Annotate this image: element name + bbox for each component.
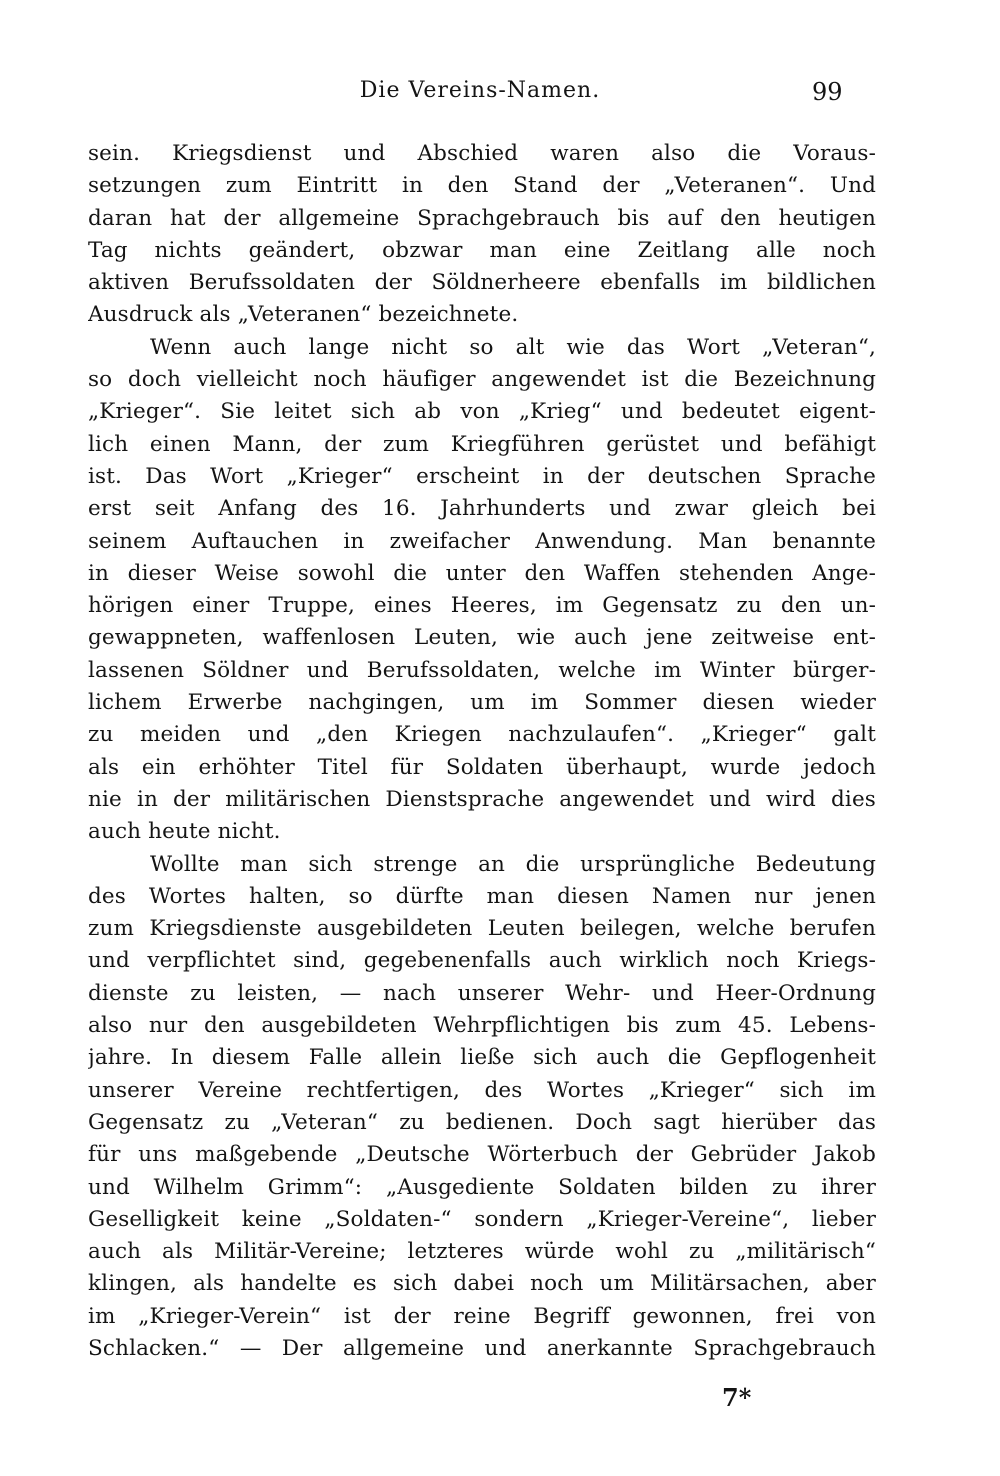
text-line: zu meiden und „den Kriegen nachzulaufen“. „Krieger“ galt bbox=[88, 722, 876, 748]
text-line: ist. Das Wort „Krieger“ erscheint in der deutschen Sprache bbox=[88, 463, 876, 489]
text-line: und verpflichtet sind, gegebenenfalls auch wirklich noch Kriegs- bbox=[88, 948, 876, 974]
text-line: unserer Vereine rechtfertigen, des Wortes „Krieger“ sich im bbox=[88, 1077, 876, 1103]
text-line: aktiven Berufssoldaten der Söldnerheere ebenfalls im bildlichen bbox=[88, 270, 876, 296]
text-line: gewappneten, waffenlosen Leuten, wie auch jene zeitweise ent- bbox=[88, 625, 876, 651]
text-line: daran hat der allgemeine Sprachgebrauch bis auf den heutigen bbox=[88, 205, 876, 231]
text-line: also nur den ausgebildeten Wehrpflichtigen bis zum 45. Lebens- bbox=[88, 1013, 876, 1039]
text-line: nie in der militärischen Dienstsprache angewendet und wird dies bbox=[88, 786, 876, 812]
signature-mark: 7* bbox=[722, 1383, 752, 1412]
text-line: lassenen Söldner und Berufssoldaten, welche im Winter bürger- bbox=[88, 657, 876, 683]
text-line: im „Krieger-Verein“ ist der reine Begriff gewonnen, frei von bbox=[88, 1303, 876, 1329]
text-line: lichem Erwerbe nachgingen, um im Sommer diesen wieder bbox=[88, 690, 876, 716]
text-line: und Wilhelm Grimm“: „Ausgediente Soldaten bilden zu ihrer bbox=[88, 1174, 876, 1200]
running-title: Die Vereins-Namen. bbox=[359, 78, 601, 103]
text-line: als ein erhöhter Titel für Soldaten überhaupt, wurde jedoch bbox=[88, 754, 876, 780]
text-line: Schlacken.“ — Der allgemeine und anerkannte Sprachgebrauch bbox=[88, 1335, 876, 1361]
text-line: klingen, als handelte es sich dabei noch um Militärsachen, aber bbox=[88, 1271, 876, 1297]
text-line: Geselligkeit keine „Soldaten-“ sondern „Krieger-Vereine“, lieber bbox=[88, 1206, 876, 1232]
text-line: Wollte man sich strenge an die ursprüngliche Bedeutung bbox=[150, 851, 876, 877]
text-line: setzungen zum Eintritt in den Stand der „Veteranen“. Und bbox=[88, 173, 876, 199]
text-line: „Krieger“. Sie leitet sich ab von „Krieg“ und bedeutet eigent- bbox=[88, 399, 876, 425]
text-line: für uns maßgebende „Deutsche Wörterbuch der Gebrüder Jakob bbox=[88, 1142, 876, 1168]
text-line: Ausdruck als „Veteranen“ bezeichnete. bbox=[88, 302, 519, 328]
text-line: Tag nichts geändert, obzwar man eine Zeitlang alle noch bbox=[88, 237, 876, 263]
body-text bbox=[88, 138, 876, 1365]
text-line: auch als Militär-Vereine; letzteres würde wohl zu „militärisch“ bbox=[88, 1239, 876, 1265]
text-line: des Wortes halten, so dürfte man diesen Namen nur jenen bbox=[88, 883, 876, 909]
text-line: erst seit Anfang des 16. Jahrhunderts und zwar gleich bei bbox=[88, 496, 876, 522]
page-number: 99 bbox=[812, 78, 843, 106]
text-line: Wenn auch lange nicht so alt wie das Wort „Veteran“, bbox=[150, 334, 876, 360]
text-line: lich einen Mann, der zum Kriegführen gerüstet und befähigt bbox=[88, 431, 876, 457]
text-line: dienste zu leisten, — nach unserer Wehr- und Heer-Ordnung bbox=[88, 980, 876, 1006]
text-line: sein. Kriegsdienst und Abschied waren also die Voraus- bbox=[88, 141, 876, 166]
text-line: hörigen einer Truppe, eines Heeres, im Gegensatz zu den un- bbox=[88, 593, 876, 619]
text-line: seinem Auftauchen in zweifacher Anwendung. Man benannte bbox=[88, 528, 876, 554]
text-line: auch heute nicht. bbox=[88, 819, 281, 845]
text-line: in dieser Weise sowohl die unter den Waffen stehenden Ange- bbox=[88, 560, 876, 586]
text-line: so doch vielleicht noch häufiger angewendet ist die Bezeichnung bbox=[88, 367, 876, 393]
text-line: jahre. In diesem Falle allein ließe sich auch die Gepflogenheit bbox=[88, 1045, 876, 1071]
text-line: Gegensatz zu „Veteran“ zu bedienen. Doch sagt hierüber das bbox=[88, 1109, 876, 1135]
text-line: zum Kriegsdienste ausgebildeten Leuten beilegen, welche berufen bbox=[88, 916, 876, 942]
